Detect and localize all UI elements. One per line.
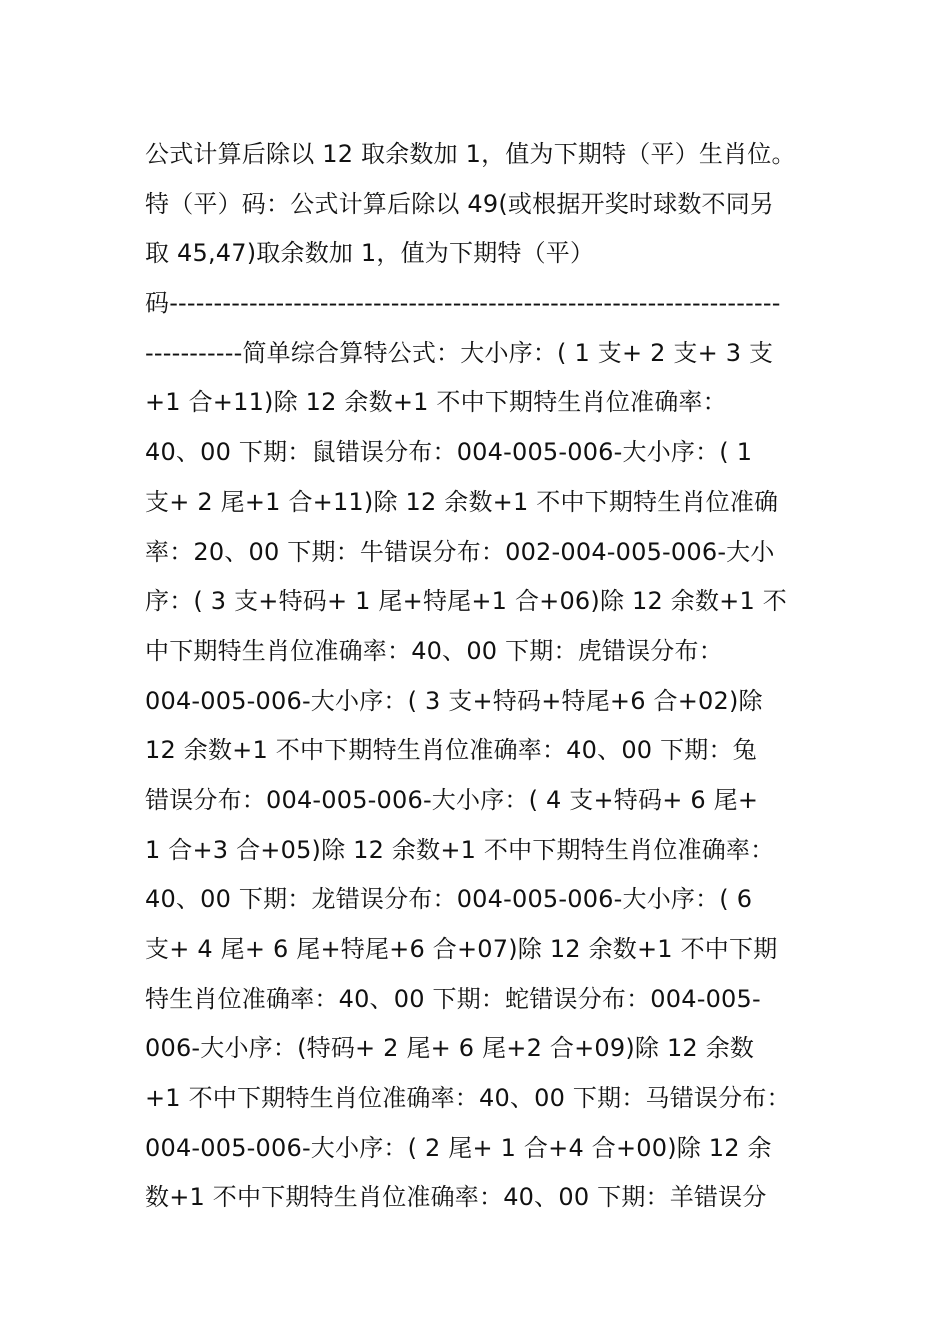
- text-line: 码---------------------------------------------------------------------: [145, 289, 781, 318]
- text-line: 序：( 3 支+特码+ 1 尾+特尾+1 合+06)除 12 余数+1 不: [145, 587, 787, 616]
- text-line: 取 45,47)取余数加 1，值为下期特（平）: [145, 239, 595, 268]
- text-line: 40、00 下期：鼠错误分布：004-005-006-大小序：( 1: [145, 438, 753, 467]
- text-line: 中下期特生肖位准确率：40、00 下期：虎错误分布：: [145, 636, 723, 665]
- text-line: 40、00 下期：龙错误分布：004-005-006-大小序：( 6: [145, 885, 753, 914]
- text-line: 12 余数+1 不中下期特生肖位准确率：40、00 下期：兔: [145, 736, 757, 765]
- text-line: 错误分布：004-005-006-大小序：( 4 支+特码+ 6 尾+: [145, 785, 759, 814]
- text-line: 率：20、00 下期：牛错误分布：002-004-005-006-大小: [145, 537, 775, 566]
- text-line: 特（平）码：公式计算后除以 49(或根据开奖时球数不同另: [145, 189, 775, 218]
- text-line: 公式计算后除以 12 取余数加 1，值为下期特（平）生肖位。: [145, 140, 796, 168]
- text-line: 支+ 4 尾+ 6 尾+特尾+6 合+07)除 12 余数+1 不中下期: [145, 935, 778, 963]
- text-line: 支+ 2 尾+1 合+11)除 12 余数+1 不中下期特生肖位准确: [145, 487, 779, 516]
- text-line: +1 不中下期特生肖位准确率：40、00 下期：马错误分布：: [145, 1084, 791, 1113]
- text-line: +1 合+11)除 12 余数+1 不中下期特生肖位准确率：: [145, 388, 727, 417]
- text-line: 数+1 不中下期特生肖位准确率：40、00 下期：羊错误分: [145, 1183, 767, 1212]
- text-line: 1 合+3 合+05)除 12 余数+1 不中下期特生肖位准确率：: [145, 835, 775, 864]
- text-line: -----------简单综合算特公式：大小序：( 1 支+ 2 支+ 3 支: [145, 338, 774, 367]
- text-line: 004-005-006-大小序：( 2 尾+ 1 合+4 合+00)除 12 余: [145, 1133, 772, 1162]
- body-text: [145, 130, 815, 1223]
- text-line: 004-005-006-大小序：( 3 支+特码+特尾+6 合+02)除: [145, 686, 763, 715]
- text-line: 006-大小序：(特码+ 2 尾+ 6 尾+2 合+09)除 12 余数: [145, 1034, 755, 1063]
- text-line: 特生肖位准确率：40、00 下期：蛇错误分布：004-005-: [145, 984, 761, 1013]
